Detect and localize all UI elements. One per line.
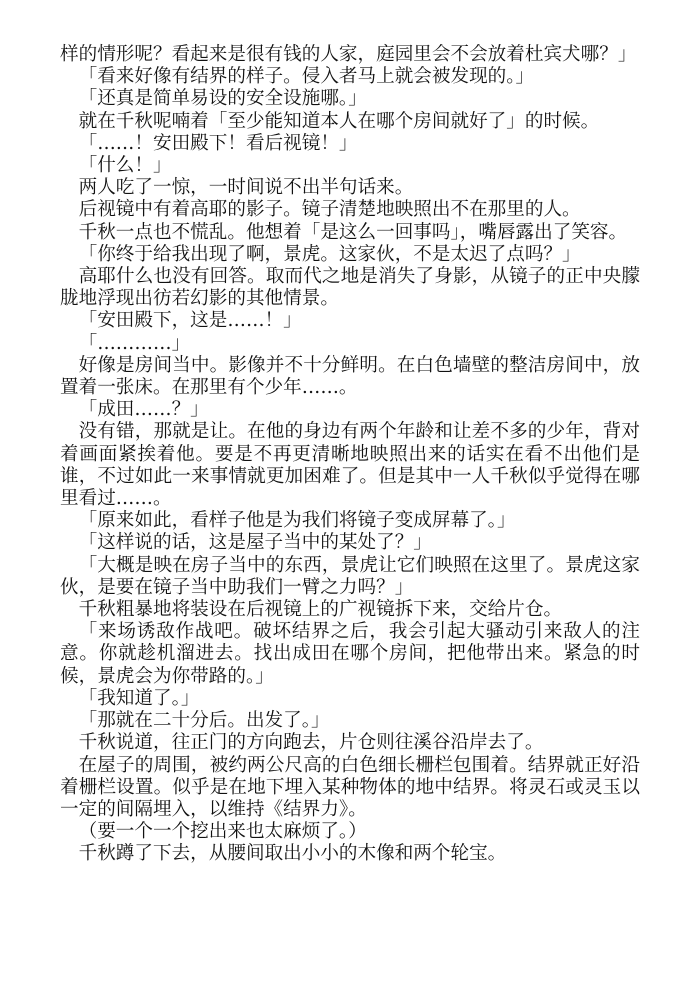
paragraph: 就在千秋呢喃着「至少能知道本人在哪个房间就好了」的时候。 [78,110,600,132]
paragraph: 好像是房间当中。影像并不十分鲜明。在白色墙壁的整洁房间中，放置着一张床。在那里有个少年……。 [60,354,640,399]
paragraph: 千秋粗暴地将装设在后视镜上的广视镜拆下来，交给片仓。 [78,599,563,621]
paragraph: 千秋说道，往正门的方向跑去，片仓则往溪谷沿岸去了。 [78,732,544,754]
paragraph: 「这样说的话，这是屋子当中的某处了？」 [78,532,432,554]
paragraph: 「成田……？」 [78,399,209,421]
paragraph: 「……！安田殿下！看后视镜！」 [78,132,358,154]
paragraph: 「…………」 [78,332,191,354]
paragraph: 「那就在二十分后。出发了。」 [78,710,330,732]
paragraph: 「看来好像有结界的样子。侵入者马上就会被发现的。」 [78,66,535,88]
paragraph: 后视镜中有着高耶的影子。镜子清楚地映照出不在那里的人。 [78,199,581,221]
paragraph: 两人吃了一惊，一时间说不出半句话来。 [78,177,414,199]
paragraph: 「我知道了。」 [78,687,200,709]
paragraph: 「大概是映在房子当中的东西，景虎让它们映照在这里了。景虎这家伙，是要在镜子当中助我们一臂之力吗？」 [60,554,640,598]
paragraph: 「还真是简单易设的安全设施哪。」 [78,88,367,110]
paragraph: 高耶什么也没有回答。取而代之地是消失了身影，从镜子的正中央朦胧地浮现出彷若幻影的其他情景。 [60,266,640,310]
paragraph: 「你终于给我出现了啊，景虎。这家伙，不是太迟了点吗？」 [78,243,581,265]
paragraph: 样的情形呢？看起来是很有钱的人家，庭园里会不会放着杜宾犬哪？」 [60,44,637,65]
document-body [60,44,640,866]
paragraph: 「安田殿下，这是……！」 [78,310,302,332]
paragraph: 没有错，那就是让。在他的身边有两个年龄和让差不多的少年，背对着画面紧挨着他。要是不再更清晰地映照出来的话实在看不出他们是谁，不过如此一来事情就更加困难了。但是其中一人千秋似乎觉得在哪里看过……。 [60,421,640,510]
paragraph: 千秋蹲了下去，从腰间取出小小的木像和两个轮宝。 [78,843,507,865]
paragraph: 「什么！」 [78,155,172,177]
paragraph: 「来场诱敌作战吧。破坏结界之后，我会引起大骚动引来敌人的注意。你就趁机溜进去。找出成田在哪个房间，把他带出来。紧急的时候，景虎会为你带路的。」 [60,621,640,687]
paragraph: 千秋一点也不慌乱。他想着「是这么一回事吗」，嘴唇露出了笑容。 [78,221,628,243]
paragraph: 在屋子的周围，被约两公尺高的白色细长栅栏包围着。结界就正好沿着栅栏设置。似乎是在地下埋入某种物体的地中结界。将灵石或灵玉以一定的间隔埋入，以维持《结界力》。 [60,754,640,820]
paragraph: （要一个一个挖出来也太麻烦了。） [78,821,367,843]
paragraph: 「原来如此，看样子他是为我们将镜子变成屏幕了。」 [78,510,516,532]
